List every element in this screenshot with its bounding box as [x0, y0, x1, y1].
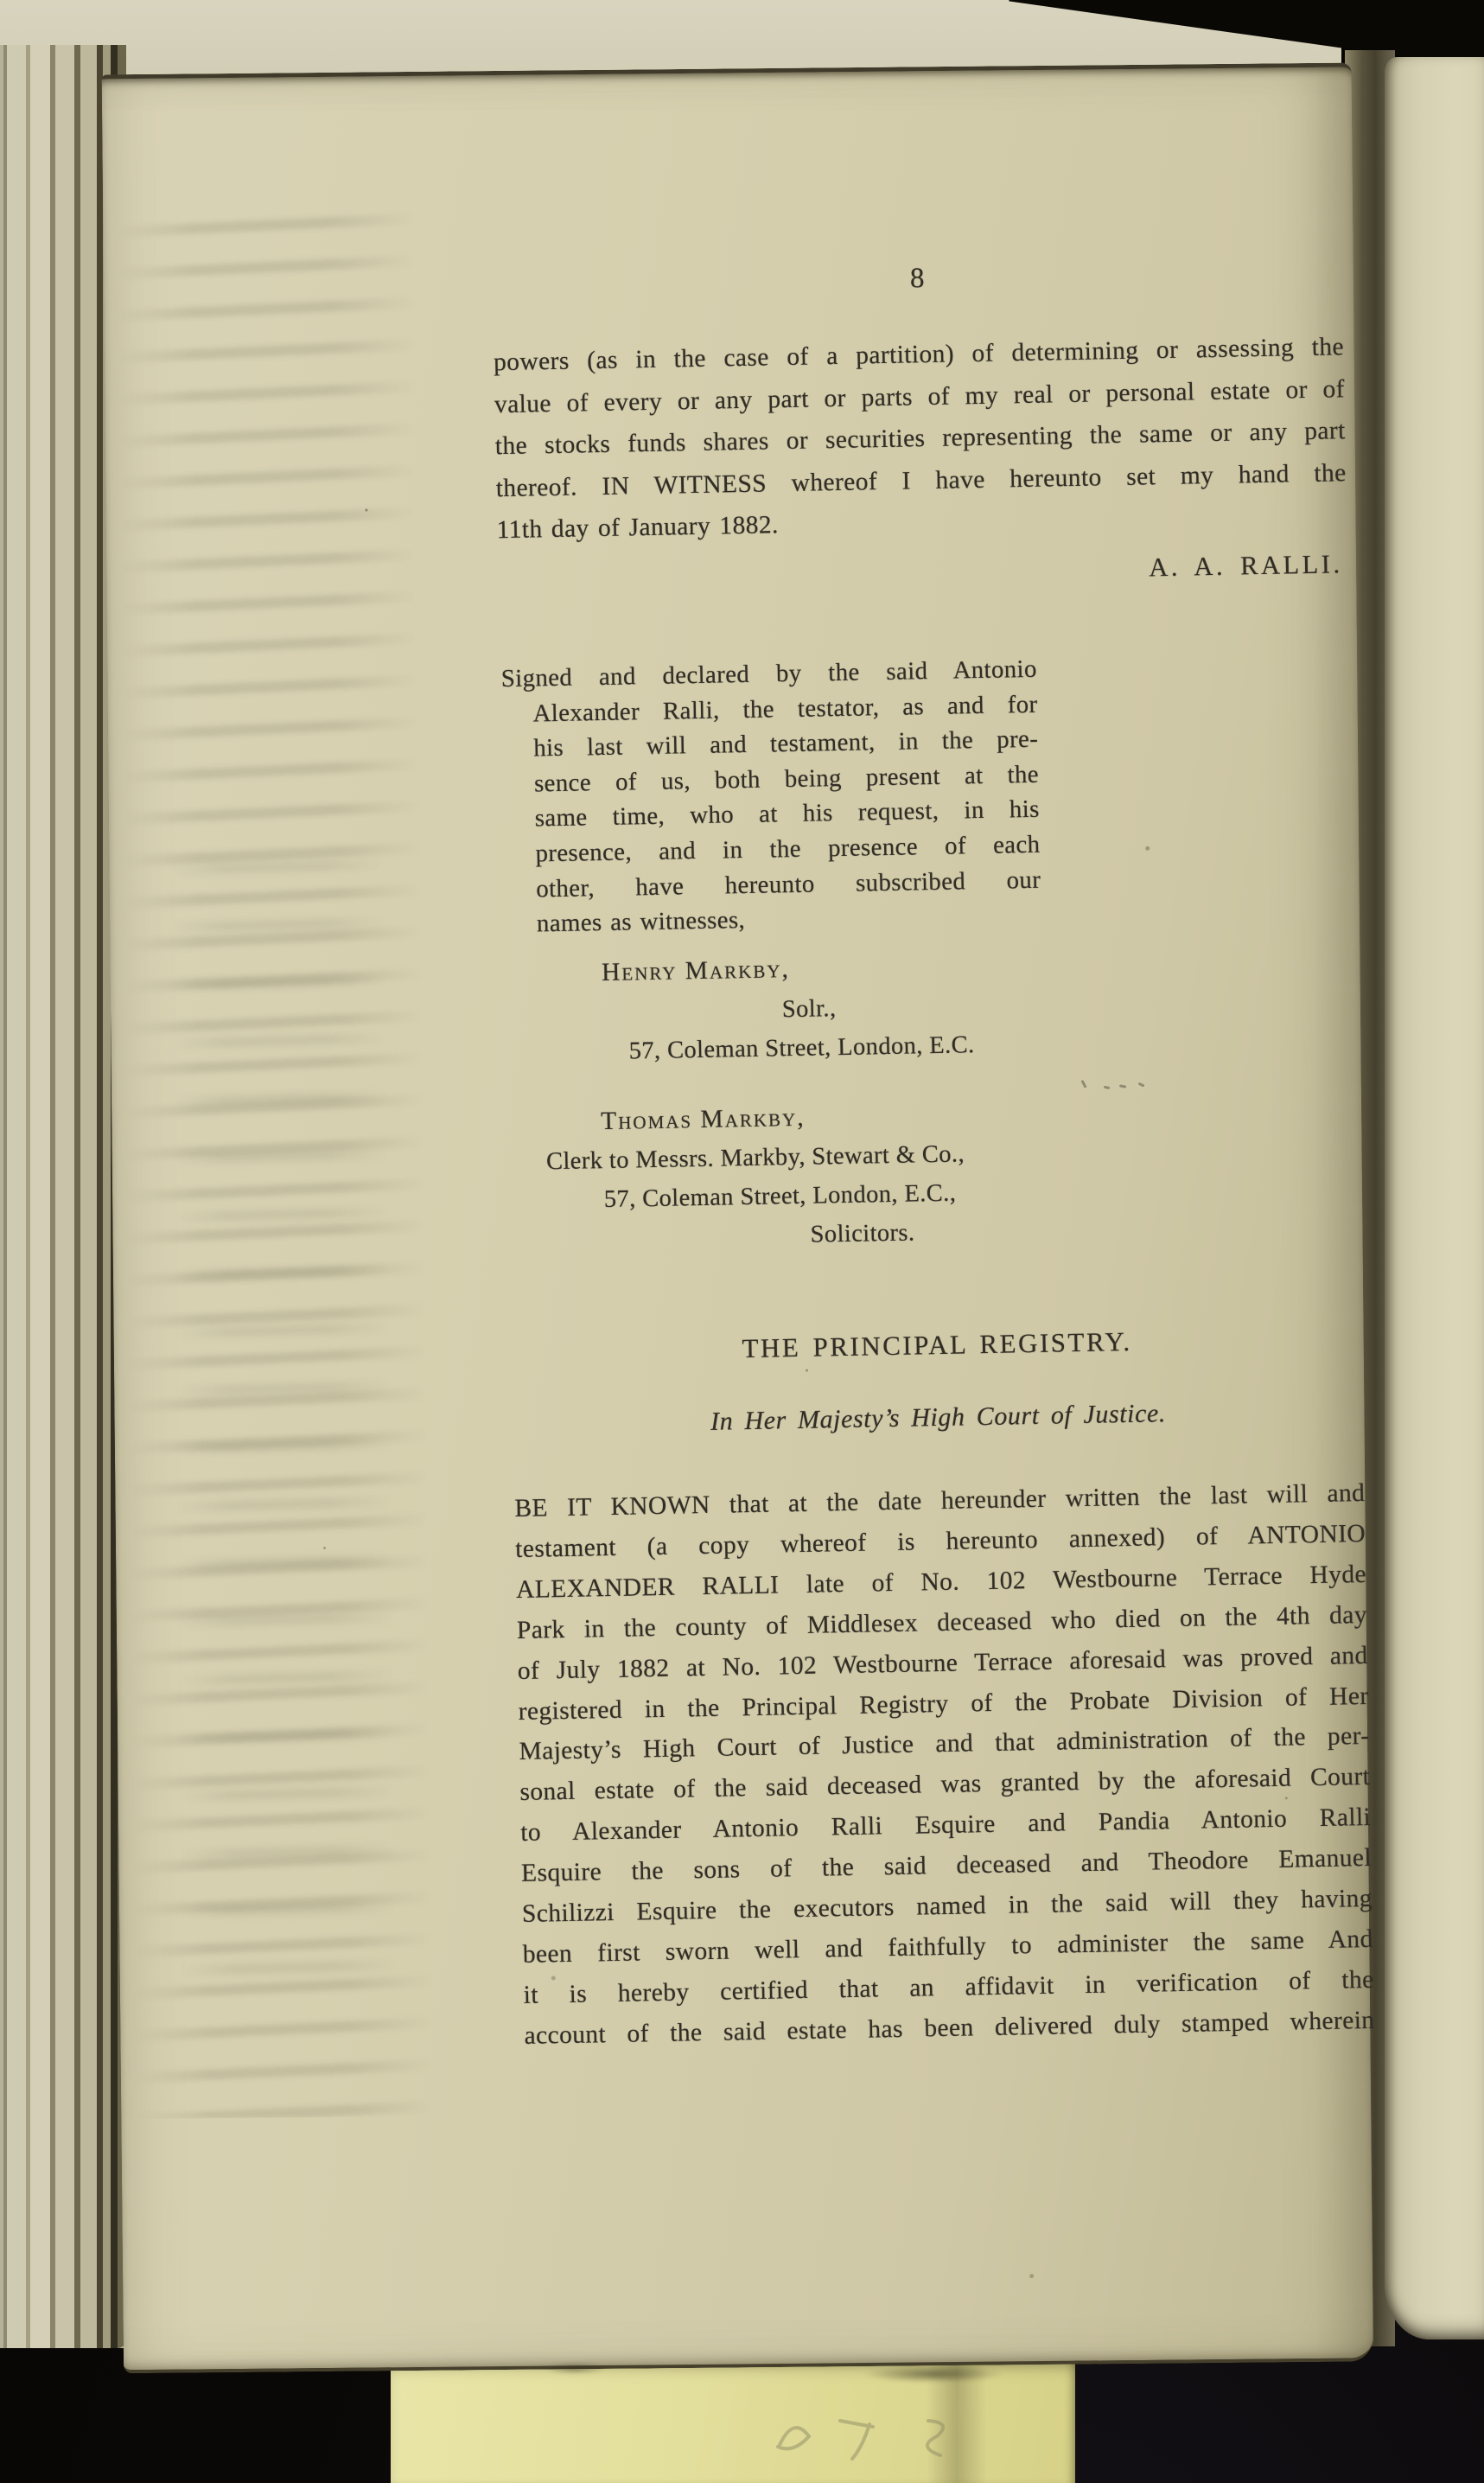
text-line: value of every or any part or parts of my real or personal estate or of [494, 374, 1346, 418]
text-line: names as witnesses, [536, 906, 746, 938]
text-line: BE IT KNOWN that at the date hereunder written the last will and [514, 1478, 1366, 1523]
printed-text-block [99, 61, 1391, 2375]
text-line: 11th day of January 1882. [496, 511, 780, 545]
witness-2-role: Clerk to Messrs. Markby, Stewart & Co., [545, 1140, 965, 1176]
witness-1-role: Solr., [781, 995, 837, 1024]
facing-page-edge [1385, 57, 1484, 2339]
text-line: powers (as in the case of a partition) of determining or assessing the [493, 333, 1345, 377]
text-line: Signed and declared by the said Antonio [500, 654, 1038, 693]
text-line: Alexander Ralli, the testator, as and for [532, 690, 1038, 728]
witness-1-name: Henry Markby, [601, 955, 791, 987]
probate-paragraph [514, 1473, 1375, 2057]
attestation-clause [500, 652, 1041, 942]
text-line: ALEXANDER RALLI late of No. 102 Westbourne Terrace Hyde [515, 1560, 1367, 1604]
text-line: it is hereby certified that an affidavit in verification of the [523, 1965, 1374, 2009]
text-line: Schilizzi Esquire the executors named in the said will they having [521, 1884, 1373, 1928]
text-line: registered in the Principal Registry of the Probate Division of Her [518, 1682, 1369, 1726]
witness-2-address: 57, Coleman Street, London, E.C., [603, 1179, 957, 1214]
ink-smudge [545, 2363, 605, 2374]
text-line: testament (a copy whereof is hereunto annexed) of ANTONIO [514, 1519, 1366, 1563]
witness-1-address: 57, Coleman Street, London, E.C. [628, 1031, 975, 1065]
text-line: thereof. IN WITNESS whereof I have hereunto set my hand the [495, 458, 1347, 502]
text-line: sence of us, both being present at the [533, 760, 1040, 798]
witness-2-name: Thomas Markby, [600, 1103, 806, 1136]
book-page-8 [102, 63, 1373, 2374]
text-line: presence, and in the presence of each [535, 830, 1041, 868]
witness-firm-note: Solicitors. [810, 1219, 915, 1248]
page-number: 8 [909, 263, 926, 295]
text-line: Majesty’s High Court of Justice and that administration of the per- [519, 1722, 1370, 1766]
testator-signature: A. A. RALLI. [1148, 549, 1343, 583]
text-line: other, have hereunto subscribed our [535, 865, 1041, 903]
text-line: his last will and testament, in the pre- [533, 724, 1039, 763]
ink-smudge [864, 2365, 1003, 2383]
text-line: Esquire the sons of the said deceased and Theodore Emanuel [520, 1844, 1373, 1888]
text-line: been first sworn well and faithfully to administer the same And [522, 1924, 1373, 1969]
registry-heading: THE PRINCIPAL REGISTRY. [742, 1325, 1132, 1364]
text-line: Park in the county of Middlesex deceased who died on the 4th day [516, 1600, 1368, 1644]
pencil-marks [1075, 1075, 1153, 1094]
pencil-scribble [743, 2395, 1003, 2474]
opening-paragraph [494, 326, 1347, 551]
text-line: to Alexander Antonio Ralli Esquire and Pandia Antonio Ralli [519, 1803, 1372, 1848]
text-line: of July 1882 at No. 102 Westbourne Terrace aforesaid was proved and [517, 1641, 1368, 1685]
text-line: same time, who at his request, in his [534, 795, 1040, 833]
text-line: the stocks funds shares or securities representing the same or any part [494, 417, 1347, 461]
text-line: account of the said estate has been delivered duly stamped wherein [524, 2006, 1375, 2050]
court-heading: In Her Majesty’s High Court of Justice. [710, 1399, 1167, 1436]
text-line: sonal estate of the said deceased was granted by the aforesaid Court [519, 1763, 1371, 1807]
